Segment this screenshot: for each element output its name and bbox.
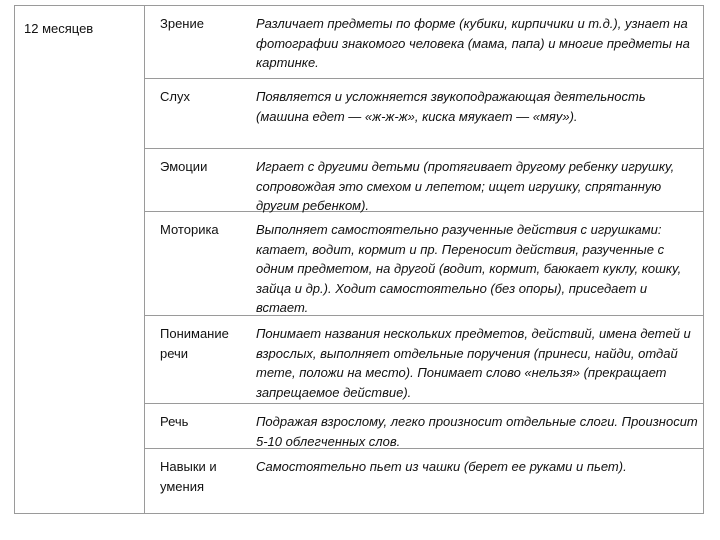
table-row-speech — [145, 404, 703, 449]
category-label: Моторика — [160, 222, 219, 237]
table-row-skills — [145, 449, 703, 513]
table-row-emotions — [145, 149, 703, 212]
category-description: Самостоятельно пьет из чашки (берет ее руками и пьет). — [256, 459, 627, 474]
category-description: Выполняет самостоятельно разученные действия с игрушками: катает, водит, кормит и пр. Переносит действия, разученные с одним предметом, на другой (водит, кормит, баюкает куклу, кошку, зайца и др.). Ходит самостоятельно (без опоры), приседает и встает. — [256, 222, 682, 316]
table-row-speech-understanding — [145, 316, 703, 404]
category-label: Понимание речи — [160, 326, 229, 361]
age-label: 12 месяцев — [24, 21, 94, 36]
category-description: Играет с другими детьми (протягивает другому ребенку игрушку, сопровождая это смехом и лепетом; ищет игрушку, спрятанную другим ребенком). — [256, 159, 675, 214]
category-label: Речь — [160, 414, 189, 429]
table-row-motor — [145, 212, 703, 316]
category-label: Навыки и умения — [160, 459, 217, 494]
category-label: Зрение — [160, 16, 204, 31]
table-row-vision — [145, 6, 703, 79]
category-description: Подражая взрослому, легко произносит отдельные слоги. Произносит 5-10 облегченных слов. — [256, 414, 698, 449]
table-row-hearing — [145, 79, 703, 149]
category-description: Понимает названия нескольких предметов, действий, имена детей и взрослых, выполняет отдельные поручения (принеси, найди, отдай тете, положи на место). Понимает слово «нельзя» (прекращает запрещаемое действие). — [256, 326, 691, 400]
category-label: Слух — [160, 89, 190, 104]
category-description: Появляется и усложняется звукоподражающая деятельность (машина едет — «ж-ж-ж», киска мяукает — «мяу»). — [256, 89, 646, 124]
development-table — [14, 5, 704, 514]
category-description: Различает предметы по форме (кубики, кирпичики и т.д.), узнает на фотографии знакомого человека (мама, папа) и многие предметы на картинке. — [256, 16, 690, 71]
age-cell — [15, 6, 145, 513]
category-label: Эмоции — [160, 159, 208, 174]
